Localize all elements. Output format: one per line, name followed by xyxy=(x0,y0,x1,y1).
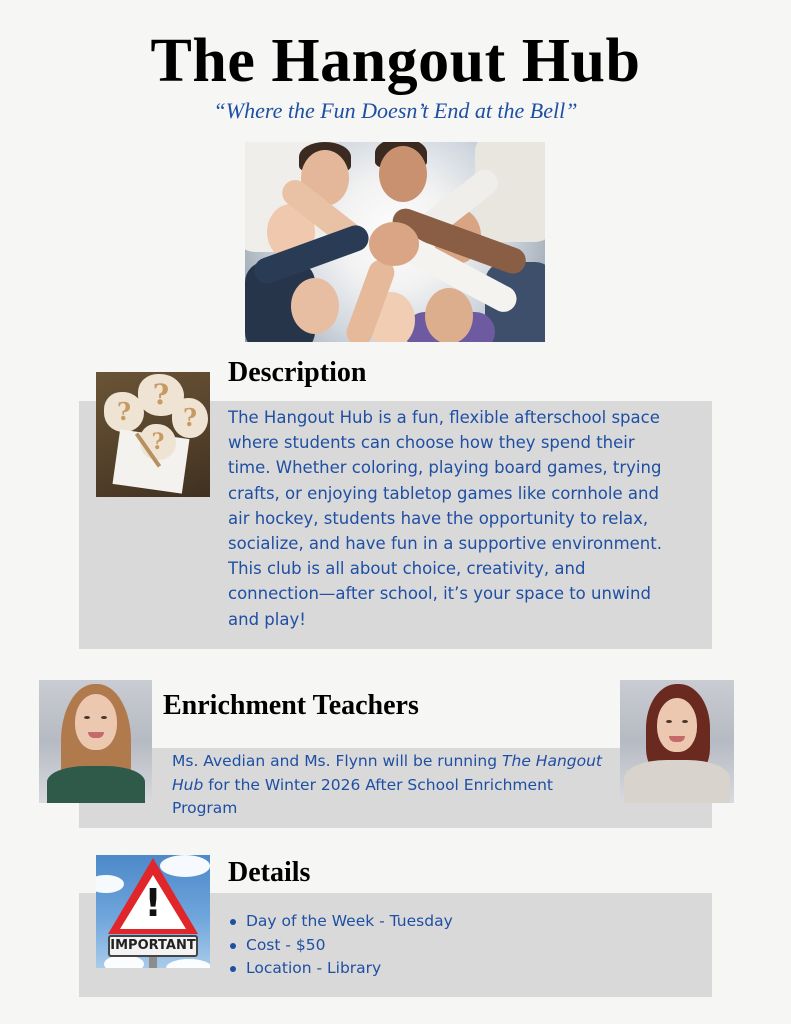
details-list xyxy=(228,910,453,981)
page-title: The Hangout Hub xyxy=(150,27,641,95)
important-warning-sign-image xyxy=(96,855,210,968)
teachers-text-before: Ms. Avedian and Ms. Flynn will be running xyxy=(172,752,503,770)
description-heading: Description xyxy=(228,357,367,388)
portrait-body xyxy=(47,766,145,803)
details-item-day: Day of the Week - Tuesday xyxy=(228,910,453,934)
club-name-italic: The Hangout Hub xyxy=(172,752,602,794)
teachers-text-after: for the Winter 2026 After School Enrichment Program xyxy=(172,775,553,817)
tagline: “Where the Fun Doesn’t End at the Bell” xyxy=(213,98,578,123)
details-heading: Details xyxy=(228,857,311,888)
question-marks-image xyxy=(96,372,210,497)
question-bubble: ? xyxy=(104,392,144,432)
question-bubble: ? xyxy=(172,398,208,438)
portrait-eye xyxy=(666,720,672,723)
group-huddle-photo xyxy=(245,142,545,342)
portrait-eye xyxy=(101,716,107,719)
cloud xyxy=(166,959,210,968)
hero-fists xyxy=(369,222,419,266)
hero-face xyxy=(379,146,427,202)
teacher-portrait-left xyxy=(39,680,152,803)
question-bubble: ? xyxy=(138,374,184,416)
teachers-heading: Enrichment Teachers xyxy=(163,690,419,721)
hero-face xyxy=(291,278,339,334)
portrait-face xyxy=(657,698,697,752)
portrait-eye xyxy=(682,720,688,723)
teacher-portrait-right xyxy=(620,680,734,803)
exclamation-icon: ! xyxy=(144,881,162,925)
description-text: The Hangout Hub is a fun, flexible afterschool space where students can choose how they spend their time. Whether coloring, playing board games, trying crafts, or enjoying tabletop games like cornhole and air hockey, students have the opportunity to relax, socialize, and have fun in a supportive environment. This club is all about choice, creativity, and connection—after school, it’s your space to unwind and play! xyxy=(228,408,662,629)
question-bubble: ? xyxy=(140,424,176,460)
portrait-face xyxy=(75,694,117,750)
portrait-body xyxy=(624,760,730,803)
teachers-text xyxy=(172,750,612,821)
details-item-cost: Cost - $50 xyxy=(228,934,453,958)
portrait-eye xyxy=(84,716,90,719)
important-sign-label: IMPORTANT xyxy=(108,935,198,957)
hero-face xyxy=(425,288,473,342)
details-item-location: Location - Library xyxy=(228,957,453,981)
